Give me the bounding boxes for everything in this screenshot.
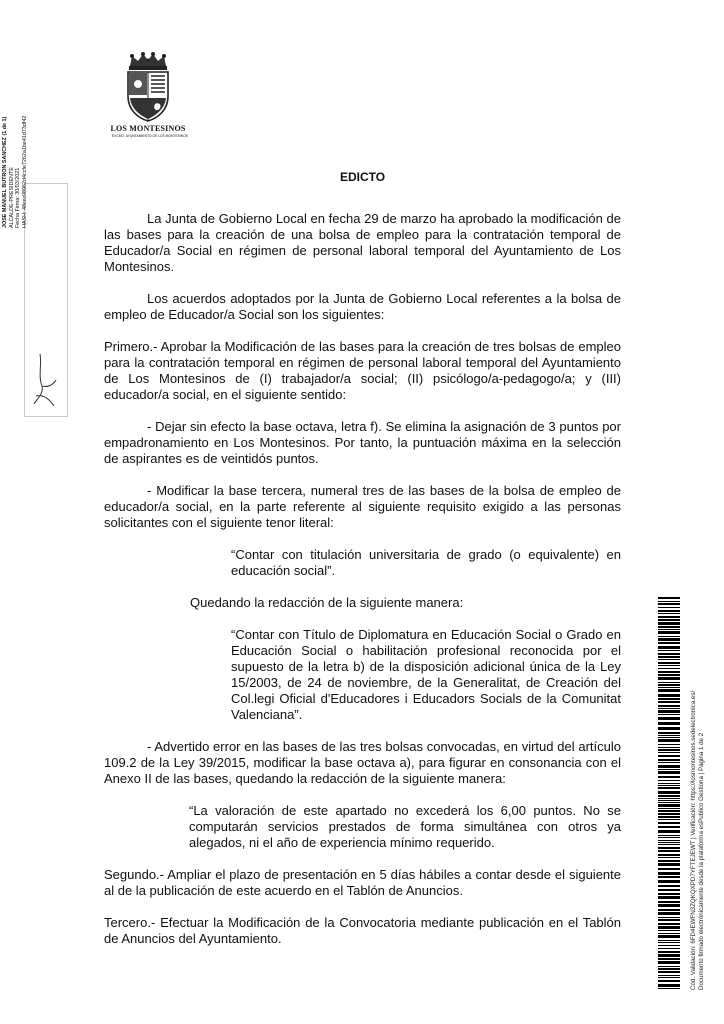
document-title: EDICTO — [340, 170, 386, 184]
signer-role: ALCALDE-PRESIDENTE — [8, 167, 15, 228]
logo-name: LOS MONTESINOS — [110, 124, 186, 133]
quote-original-requirement: “Contar con titulación universitaria de grado (o equivalente) en educación social”. — [231, 547, 621, 578]
validation-barcode — [658, 597, 680, 989]
handwritten-signature-icon — [30, 350, 60, 410]
signer-name: JOSE MANUEL BUTRON SANCHEZ (1 de 1) — [2, 116, 8, 228]
coat-of-arms-icon — [122, 52, 174, 122]
signature-hash: HASH: 48ccc08962d4ccfe7262a1be41d73df42 — [21, 115, 28, 228]
paragraph-tercero: Tercero.- Efectuar la Modificación de la Convocatoria mediante publicación en el Tablón de Anuncios del Ayuntamiento. — [104, 915, 621, 946]
paragraph-quedando: Quedando la redacción de la siguiente manera: — [190, 595, 464, 610]
verification-text — [690, 590, 706, 990]
paragraph-intro: La Junta de Gobierno Local en fecha 29 de marzo ha aprobado la modificación de las bases para la creación de una bolsa de empleo para la contratación temporal de Educador/a Social en régimen de personal laboral temporal del Ayuntamiento de Los Montesinos. — [104, 211, 621, 274]
quote-valuation: “La valoración de este apartado no excederá los 6,00 puntos. No se computarán servicios prestados de forma simultánea con otros ya alegados, ni el año de experiencia mínimo requerido. — [189, 803, 621, 850]
paragraph-base-octava: - Dejar sin efecto la base octava, letra f). Se elimina la asignación de 3 puntos por empadronamiento en Los Montesinos. Por tanto, la puntuación máxima en la selección de aspirantes es de veintidós puntos. — [104, 419, 621, 466]
verification-code: Cód. Validación: 6FD4EWFN3ZQKQXPD7YFTEJEWT | Verificación: https://losmontesinos.sedelectronica.es/ — [690, 690, 697, 990]
paragraph-error-correction: - Advertido error en las bases de las tres bolsas convocadas, en virtud del artículo 109.2 de la Ley 39/2015, modificar la base octava a), para figurar en consonancia con el Anexo II de las bases, quedando la redacción de la siguiente manera: — [104, 739, 621, 786]
paragraph-segundo: Segundo.- Ampliar el plazo de presentación en 5 días hábiles a contar desde el siguiente al de la publicación de este acuerdo en el Tablón de Anuncios. — [104, 867, 621, 898]
quote-new-requirement: “Contar con Título de Diplomatura en Educación Social o Grado en Educación Social o habilitación profesional reconocida por el supuesto de la letra b) de la disposición adicional única de la Ley 15/2003, de 24 de noviembre, de la Generalitat, de Creación del Col.legi Oficial d'Educadores i Educadors Socials de la Comunitat Valenciana”. — [231, 627, 621, 722]
paragraph-agreements: Los acuerdos adoptados por la Junta de Gobierno Local referentes a la bolsa de empleo de Educador/a Social son los siguientes: — [104, 291, 621, 322]
signature-date: Fecha Firma: 30/03/2021 — [15, 167, 22, 228]
logo-subtitle: EXCMO. AYUNTAMIENTO DE LOS MONTESINOS — [111, 134, 189, 138]
document-body — [104, 211, 621, 963]
paragraph-base-tercera: - Modificar la base tercera, numeral tres de las bases de la bolsa de empleo de educador/a social, en la parte referente al siguiente requisito exigido a las personas solicitantes con el siguiente tenor literal: — [104, 483, 621, 530]
verification-note: Documento firmado electrónicamente desde la plataforma esPublico Gestiona | Página 1 de 2 — [698, 732, 705, 990]
paragraph-primero: Primero.- Aprobar la Modificación de las bases para la creación de tres bolsas de empleo para la contratación temporal en régimen de personal laboral temporal del Ayuntamiento de Los Montesinos de (I) trabajador/a social; (II) psicólogo/a-pedagogo/a; y (III) educador/a social, en el siguiente sentido: — [104, 339, 621, 402]
municipal-logo — [110, 52, 189, 138]
signature-text — [2, 78, 28, 228]
